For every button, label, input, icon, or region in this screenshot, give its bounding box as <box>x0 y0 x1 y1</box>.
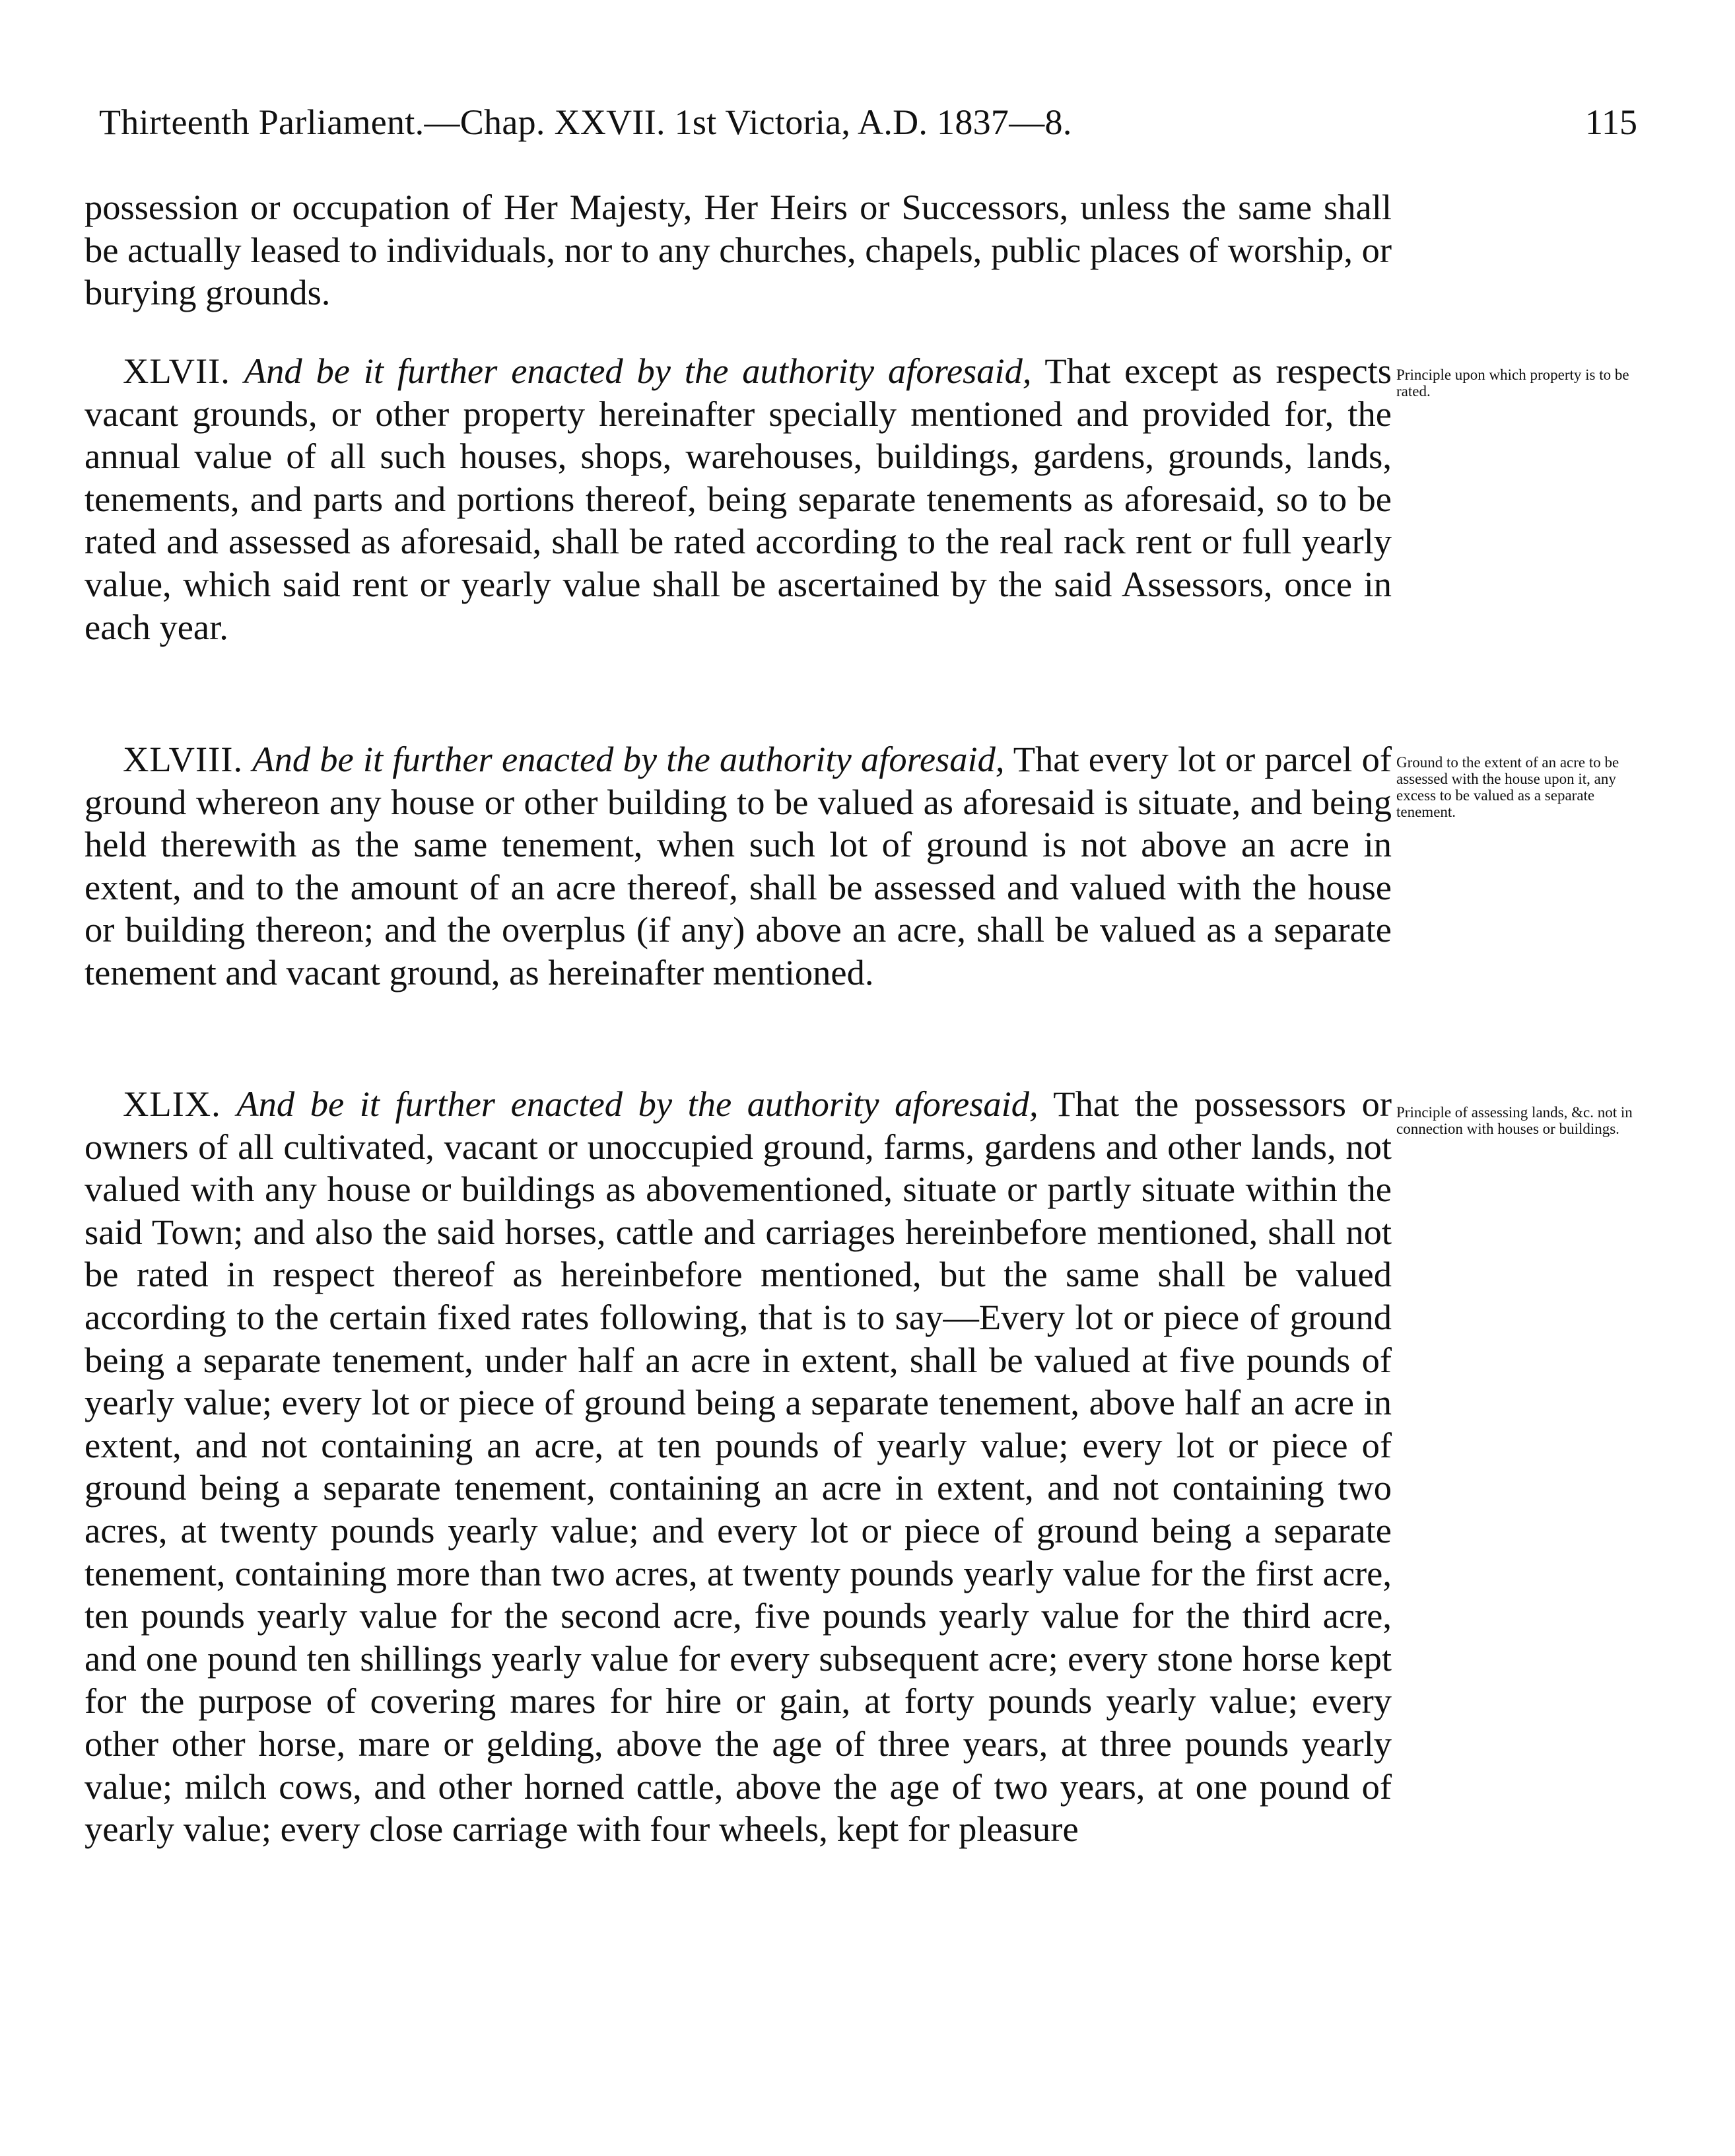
marginal-note-text: Ground to the extent of an acre to be assessed with the house upon it, any excess to be valued as a separate tenement. <box>1396 754 1619 820</box>
section-number: XLIX. <box>123 1084 221 1124</box>
section-xlix <box>85 1083 1392 1851</box>
section-number: XLVIII. <box>123 739 244 779</box>
marginal-note-xlviii <box>1396 754 1654 820</box>
section-text: That the possessors or owners of all cultivated, vacant or unoccupied ground, farms, gardens and other lands, not valued with any house or buildings as abovementioned, situate or partly situate within the said Town; and also the said horses, cattle and carriages hereinbefore mentioned, shall not be rated in respect thereof as hereinbefore mentioned, but the same shall be valued according to the certain fixed rates following, that is to say—Every lot or piece of ground being a separate tenement, under half an acre in extent, shall be valued at five pounds of yearly value; every lot or piece of ground being a separate tenement, above half an acre in extent, and not containing an acre, at ten pounds of yearly value; every lot or piece of ground being a separate tenement, containing an acre in extent, and not containing two acres, at twenty pounds yearly value; and every lot or piece of ground being a separate tenement, containing more than two acres, at twenty pounds yearly value for the first acre, ten pounds yearly value for the second acre, five pounds yearly value for the third acre, and one pound ten shillings yearly value for every subsequent acre; every stone horse kept for the purpose of covering mares for hire or gain, at forty pounds yearly value; every other other horse, mare or gelding, above the age of three years, at three pounds yearly value; milch cows, and other horned cattle, above the age of two years, at one pound of yearly value; every close carriage with four wheels, kept for pleasure <box>85 1084 1392 1850</box>
running-title: Thirteenth Parliament.—Chap. XXVII. 1st Victoria, A.D. 1837—8. <box>99 102 1072 142</box>
section-number: XLVII. <box>123 351 230 391</box>
section-text: That every lot or parcel of ground whereon any house or other building to be valued as aforesaid is situate, and being held therewith as the same tenement, when such lot of ground is not above an acre in extent, and to the amount of an acre thereof, shall be assessed and valued with the house or building thereon; and the overplus (if any) above an acre, shall be valued as a separate tenement and vacant ground, as hereinafter mentioned. <box>85 739 1392 992</box>
marginal-note-xlvii <box>1396 366 1654 400</box>
section-xlviii <box>85 738 1392 994</box>
marginal-note-text: Principle of assessing lands, &c. not in connection with houses or buildings. <box>1396 1104 1633 1137</box>
marginal-note-text: Principle upon which property is to be rated. <box>1396 366 1629 400</box>
section-text: That except as respects vacant grounds, or other property hereinafter specially mentioned and provided for, the annual value of all such houses, shops, warehouses, buildings, gardens, grounds, lands, tenements, and parts and portions thereof, being separate tenements as aforesaid, so to be rated and assessed as aforesaid, shall be rated according to the real rack rent or full yearly value, which said rent or yearly value shall be ascertained by the said Assessors, once in each year. <box>85 351 1392 647</box>
enacting-clause: And be it further enacted by the authority aforesaid, <box>236 1084 1038 1124</box>
marginal-note-xlix <box>1396 1104 1654 1137</box>
section-xlvii <box>85 350 1392 648</box>
enacting-clause: And be it further enacted by the authority aforesaid, <box>252 739 1005 779</box>
running-head <box>99 99 1637 152</box>
page-number: 115 <box>1585 102 1637 142</box>
continuation-paragraph <box>85 186 1392 314</box>
continuation-text: possession or occupation of Her Majesty, Her Heirs or Successors, unless the same shall be actually leased to individuals, nor to any churches, chapels, public places of worship, or burying grounds. <box>85 187 1392 313</box>
enacting-clause: And be it further enacted by the authority aforesaid, <box>244 351 1032 391</box>
